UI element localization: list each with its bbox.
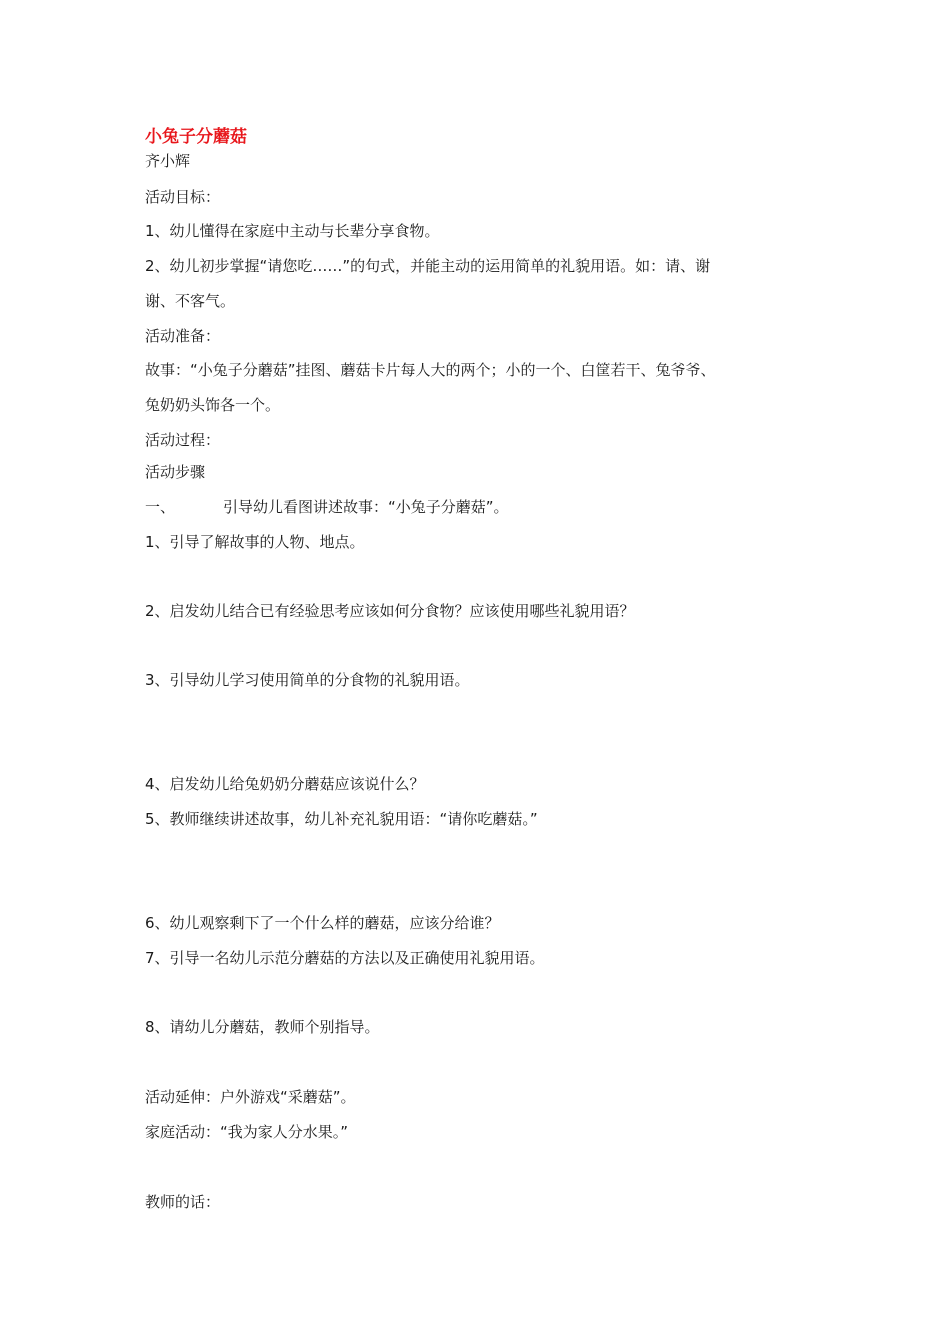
- part-one-number: 一、: [145, 498, 176, 516]
- prep-heading: 活动准备：: [145, 327, 221, 345]
- family-activity: 家庭活动：“我为家人分水果。”: [145, 1123, 349, 1141]
- steps-heading: 活动步骤: [145, 463, 206, 481]
- goal-item-2-line-2: 谢、不客气。: [145, 292, 236, 310]
- step-item-6: 6、幼儿观察剩下了一个什么样的蘑菇，应该分给谁？: [145, 914, 500, 932]
- goal-item-1: 1、幼儿懂得在家庭中主动与长辈分享食物。: [145, 222, 440, 240]
- step-item-7: 7、引导一名幼儿示范分蘑菇的方法以及正确使用礼貌用语。: [145, 949, 545, 967]
- teacher-words-heading: 教师的话：: [145, 1193, 221, 1211]
- step-item-3: 3、引导幼儿学习使用简单的分食物的礼貌用语。: [145, 671, 470, 689]
- process-heading: 活动过程：: [145, 431, 221, 449]
- part-one-text: 引导幼儿看图讲述故事：“小兔子分蘑菇”。: [223, 498, 509, 516]
- prep-line-1: 故事：“小兔子分蘑菇”挂图、蘑菇卡片每人大的两个；小的一个、白筐若干、兔爷爷、: [145, 361, 716, 379]
- part-one-heading: [145, 497, 805, 517]
- step-item-4: 4、启发幼儿给兔奶奶分蘑菇应该说什么？: [145, 775, 425, 793]
- goal-item-2-line-1: 2、幼儿初步掌握“请您吃……”的句式，并能主动的运用简单的礼貌用语。如：请、谢: [145, 257, 711, 275]
- step-item-1: 1、引导了解故事的人物、地点。: [145, 533, 365, 551]
- step-item-8: 8、请幼儿分蘑菇，教师个别指导。: [145, 1018, 380, 1036]
- activity-extension: 活动延伸：户外游戏“采蘑菇”。: [145, 1088, 356, 1106]
- goals-heading: 活动目标：: [145, 188, 221, 206]
- document-title: 小兔子分蘑菇: [145, 127, 247, 147]
- author-name: 齐小辉: [145, 152, 191, 170]
- step-item-5: 5、教师继续讲述故事，幼儿补充礼貌用语：“请你吃蘑菇。”: [145, 810, 538, 828]
- prep-line-2: 兔奶奶头饰各一个。: [145, 396, 281, 414]
- step-item-2: 2、启发幼儿结合已有经验思考应该如何分食物？应该使用哪些礼貌用语？: [145, 602, 635, 620]
